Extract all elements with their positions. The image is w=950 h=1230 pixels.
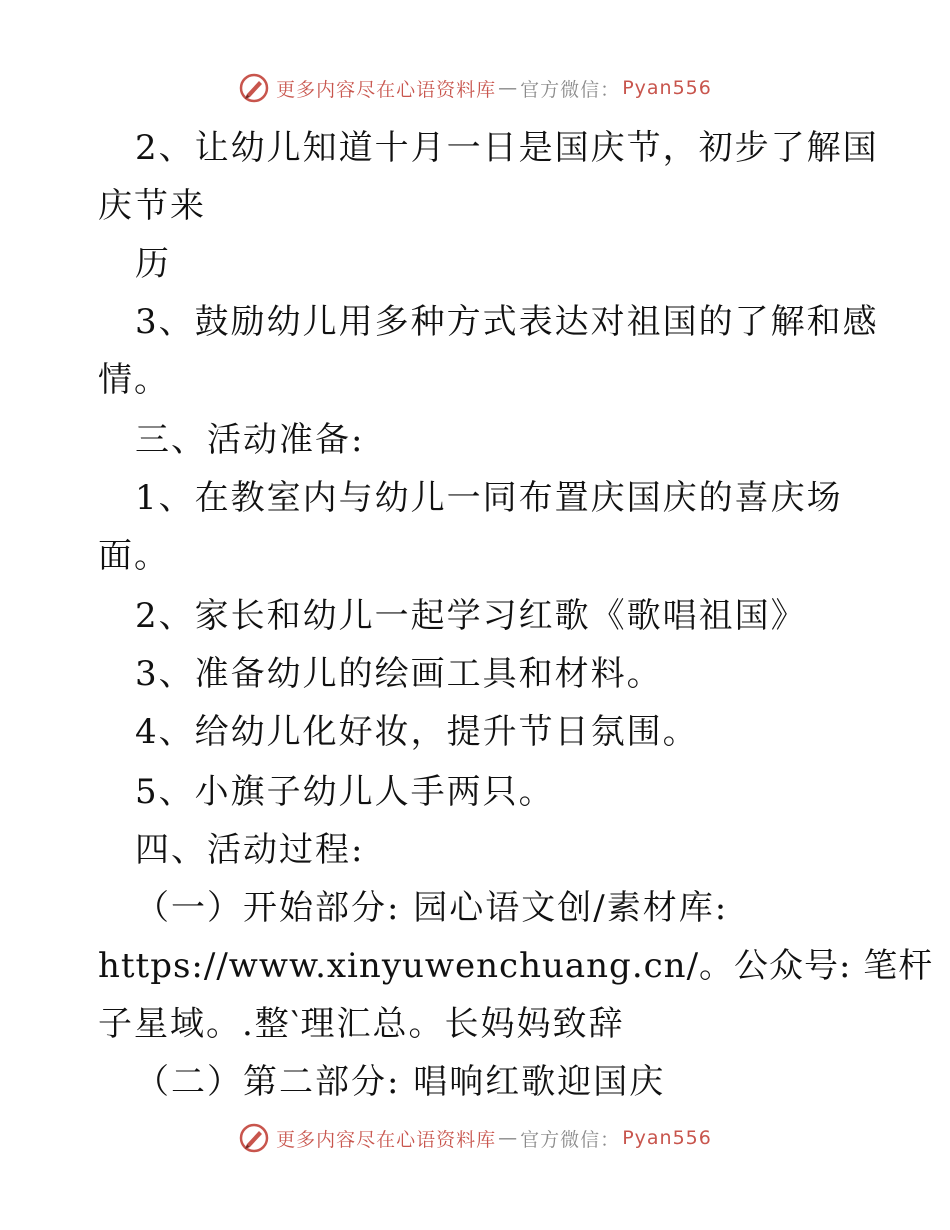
text-line: 1、在教室内与幼儿一同布置庆国庆的喜庆场 bbox=[135, 478, 843, 518]
section-heading: 四、活动过程: bbox=[135, 830, 365, 870]
text-line: 3、鼓励幼儿用多种方式表达对祖国的了解和感 bbox=[135, 302, 879, 342]
watermark-separator: — bbox=[498, 1127, 519, 1149]
text-line: 2、让幼儿知道十月一日是国庆节，初步了解国 bbox=[135, 128, 879, 168]
text-line: （二）第二部分: 唱响红歌迎国庆 bbox=[135, 1062, 666, 1102]
text-line: 子星域。.整‵理汇总。长妈妈致辞 bbox=[98, 1004, 625, 1044]
pen-logo-icon bbox=[238, 1122, 270, 1154]
text-line: 5、小旗子幼儿人手两只。 bbox=[135, 772, 555, 812]
text-line: 庆节来 bbox=[98, 186, 206, 226]
text-line: https://www.xinyuwenchuang.cn/。公众号: 笔杆 bbox=[98, 946, 934, 986]
watermark-separator: — bbox=[498, 77, 519, 99]
watermark-wechat-label: 官方微信： bbox=[520, 78, 621, 101]
watermark-title: 更多内容尽在心语资料库 bbox=[276, 78, 497, 101]
text-line: 3、准备幼儿的绘画工具和材料。 bbox=[135, 654, 663, 694]
text-line: （一）开始部分: 园心语文创/素材库: bbox=[135, 888, 729, 928]
watermark-title: 更多内容尽在心语资料库 bbox=[276, 1128, 497, 1151]
watermark-header bbox=[0, 72, 950, 104]
text-line: 情。 bbox=[98, 360, 170, 400]
text-line: 历 bbox=[135, 244, 171, 284]
watermark-wechat-label: 官方微信： bbox=[520, 1128, 621, 1151]
watermark-handle: Pyan556 bbox=[622, 1127, 712, 1149]
watermark-footer bbox=[0, 1122, 950, 1154]
text-line: 面。 bbox=[98, 536, 170, 576]
pen-logo-icon bbox=[238, 72, 270, 104]
text-line: 2、家长和幼儿一起学习红歌《歌唱祖国》 bbox=[135, 596, 807, 636]
watermark-handle: Pyan556 bbox=[622, 77, 712, 99]
section-heading: 三、活动准备: bbox=[135, 420, 365, 460]
text-line: 4、给幼儿化好妆，提升节日氛围。 bbox=[135, 712, 699, 752]
